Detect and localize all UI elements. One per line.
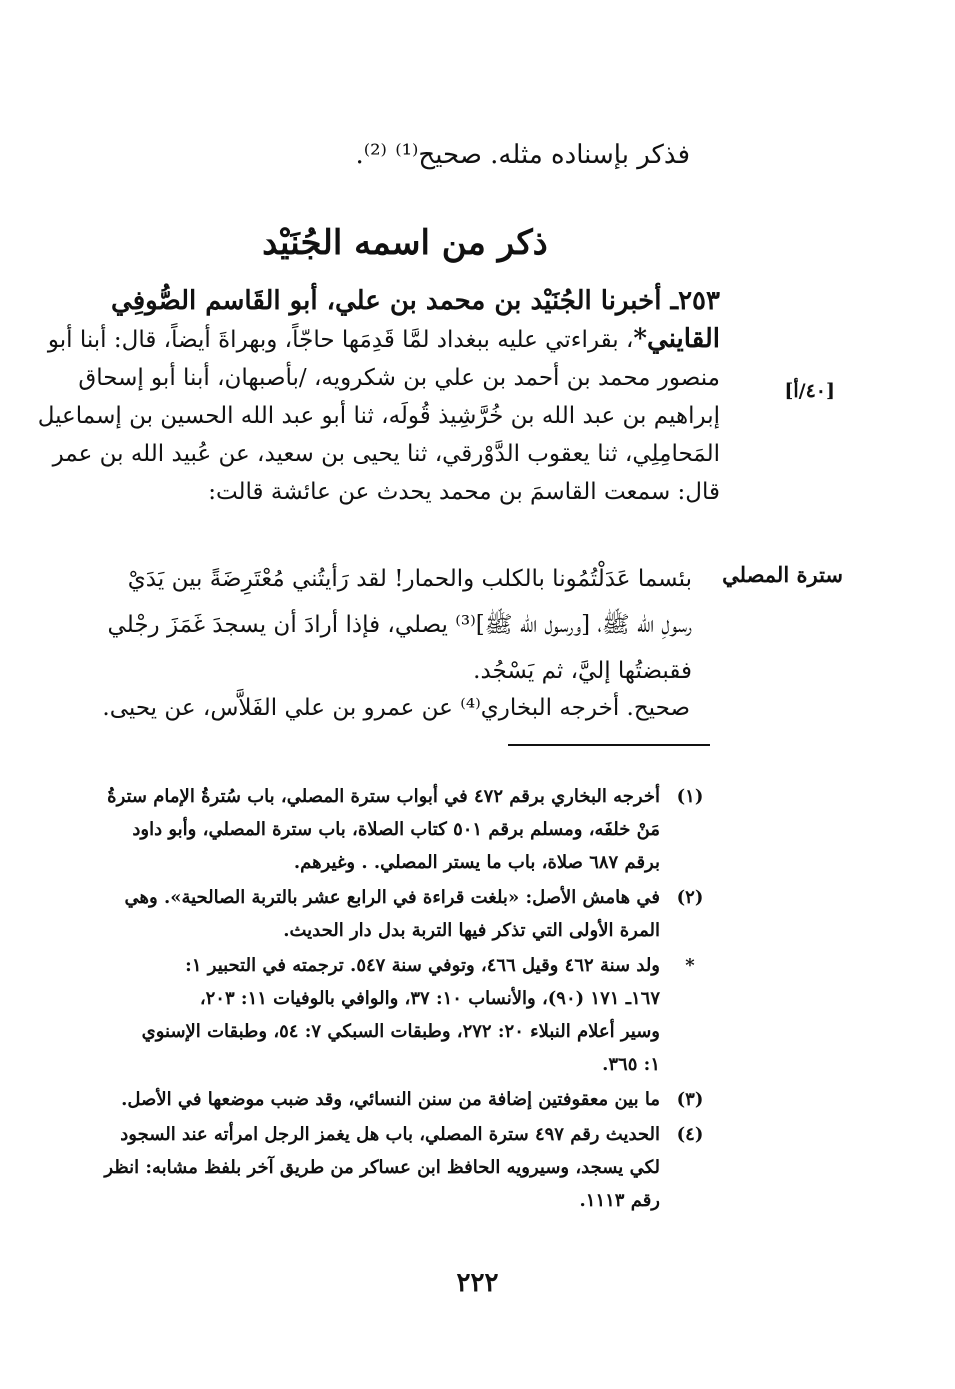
hadith-line: فقبضتُها إليَّ، ثم يَسْجُد.	[473, 658, 692, 684]
page-number: ٢٢٢	[456, 1268, 499, 1298]
footnote-number: (٣)	[676, 1089, 704, 1110]
margin-folio-ref: [٤٠/أ]	[784, 380, 835, 402]
footnote-number: (١)	[676, 786, 704, 807]
footnote	[90, 780, 720, 879]
entry-line-2-text: ، بقراءتي عليه ببغداد لمَّا قَدِمَها حاجّاً، وبهراةَ أيضاً، قال: أبنا أبو	[47, 327, 634, 353]
footnote-line: ١٦٧ـ ١٧١ (٩٠)، والأنساب ١٠: ٣٧، والوافي بالوفيات ١١: ٢٠٣،	[199, 988, 660, 1009]
footnote-body	[90, 780, 660, 879]
section-title: ذكر من اسمه الجُنَيْد	[262, 223, 548, 263]
entry-nisba: القايني*	[633, 324, 720, 354]
footnote-line: أخرجه البخاري برقم ٤٧٢ في أبواب سترة المصلي، باب سُترةُ الإمام سترةُ	[107, 786, 660, 807]
footnotes	[90, 780, 720, 1219]
entry-line: إبراهيم بن عبد الله بن خُرَّشِيذ قُولَه، ثنا أبو عبد الله الحسين بن إسماعيل	[37, 403, 720, 429]
footnote-line: في هامش الأصل: «بلغت قراءة في الرابع عشر بالتربة الصالحية». وهي	[124, 887, 660, 908]
footnote-line: ولد سنة ٤٦٢ وقيل ٤٦٦، وتوفي سنة ٥٤٧. ترجمته في التحبير ١:	[185, 955, 660, 976]
footnote-line: المرة الأولى التي تذكر فيها التربة بدل دار الحديث.	[283, 920, 660, 941]
footnote-number: (٢)	[676, 887, 704, 908]
footnote-line: وسير أعلام النبلاء ٢٠: ٢٧٢، وطبقات السبكي ٧: ٥٤، وطبقات الإسنوي	[141, 1021, 660, 1042]
footnote-body	[90, 881, 660, 947]
footnote-body	[90, 949, 660, 1081]
footnote-line: برقم ٦٨٧ صلاة، باب ما يستر المصلي. . وغيرهم.	[293, 852, 660, 873]
intro-line: فذكر بإسناده مثله. صحيح⁽¹⁾ ⁽²⁾.	[355, 140, 690, 170]
footnote-line: رقم ١١١٣.	[579, 1190, 660, 1211]
footnote-line: ما بين معقوفتين إضافة من سنن النسائي، وقد ضبب موضعها في الأصل.	[121, 1089, 660, 1110]
footnote	[90, 881, 720, 947]
footnote	[90, 949, 720, 1081]
entry-paragraph	[37, 282, 720, 511]
entry-line: المَحامِلِي، ثنا يعقوب الدَّوْرقي، ثنا يحيى بن سعيد، عن عُبيد الله بن عمر	[52, 441, 720, 467]
footnote-number: *	[685, 955, 695, 976]
footnote-line: ١: ٣٦٥.	[602, 1054, 660, 1075]
footnote-line: مَنْ خلفَه، ومسلم برقم ٥٠١ كتاب الصلاة، باب سترة المصلي، وأبو داود	[132, 819, 660, 840]
entry-line-2	[47, 320, 720, 359]
footnote-divider	[508, 744, 710, 746]
hadith-text	[90, 556, 720, 694]
hadith-line: بئسما عَدَلْتُمُونا بالكلب والحمار! لقد رَأيتُني مُعْتَرِضَةً بين يَدَيْ	[127, 566, 692, 592]
margin-topic: سترة المصلي	[722, 562, 843, 587]
entry-line: قال: سمعت القاسمَ بن محمد يحدث عن عائشة قالت:	[208, 479, 720, 505]
takhrij-line: صحيح. أخرجه البخاري⁽⁴⁾ عن عمرو بن علي الفَلاَّس، عن يحيى.	[102, 695, 690, 721]
footnote-body	[90, 1083, 660, 1116]
footnote	[90, 1083, 720, 1116]
footnote-body	[90, 1118, 660, 1217]
entry-heading: ٢٥٣ـ أخبرنا الجُنَيْد بن محمد بن علي، أبو القَاسم الصُّوفِي	[111, 286, 720, 316]
footnote-line: الحديث رقم ٤٩٧ سترة المصلي، باب هل يغمز الرجل امرأته عند السجود	[120, 1124, 660, 1145]
entry-line: منصور محمد بن أحمد بن علي بن شكرويه، /بأصبهان، أبنا أبو إسحاق	[78, 365, 720, 391]
footnote-line: لكي يسجد، وسيرويه الحافظ ابن عساكر من طريق آخر بلفظ مشابه: انظر	[104, 1157, 660, 1178]
footnote-number: (٤)	[676, 1124, 704, 1145]
footnote	[90, 1118, 720, 1217]
hadith-line: رسولِ الله ﷺ، [ورسول الله ﷺ]⁽³⁾ يصلي، فإذا أرادَ أن يسجدَ غَمَزَ رجْلي	[107, 612, 692, 638]
